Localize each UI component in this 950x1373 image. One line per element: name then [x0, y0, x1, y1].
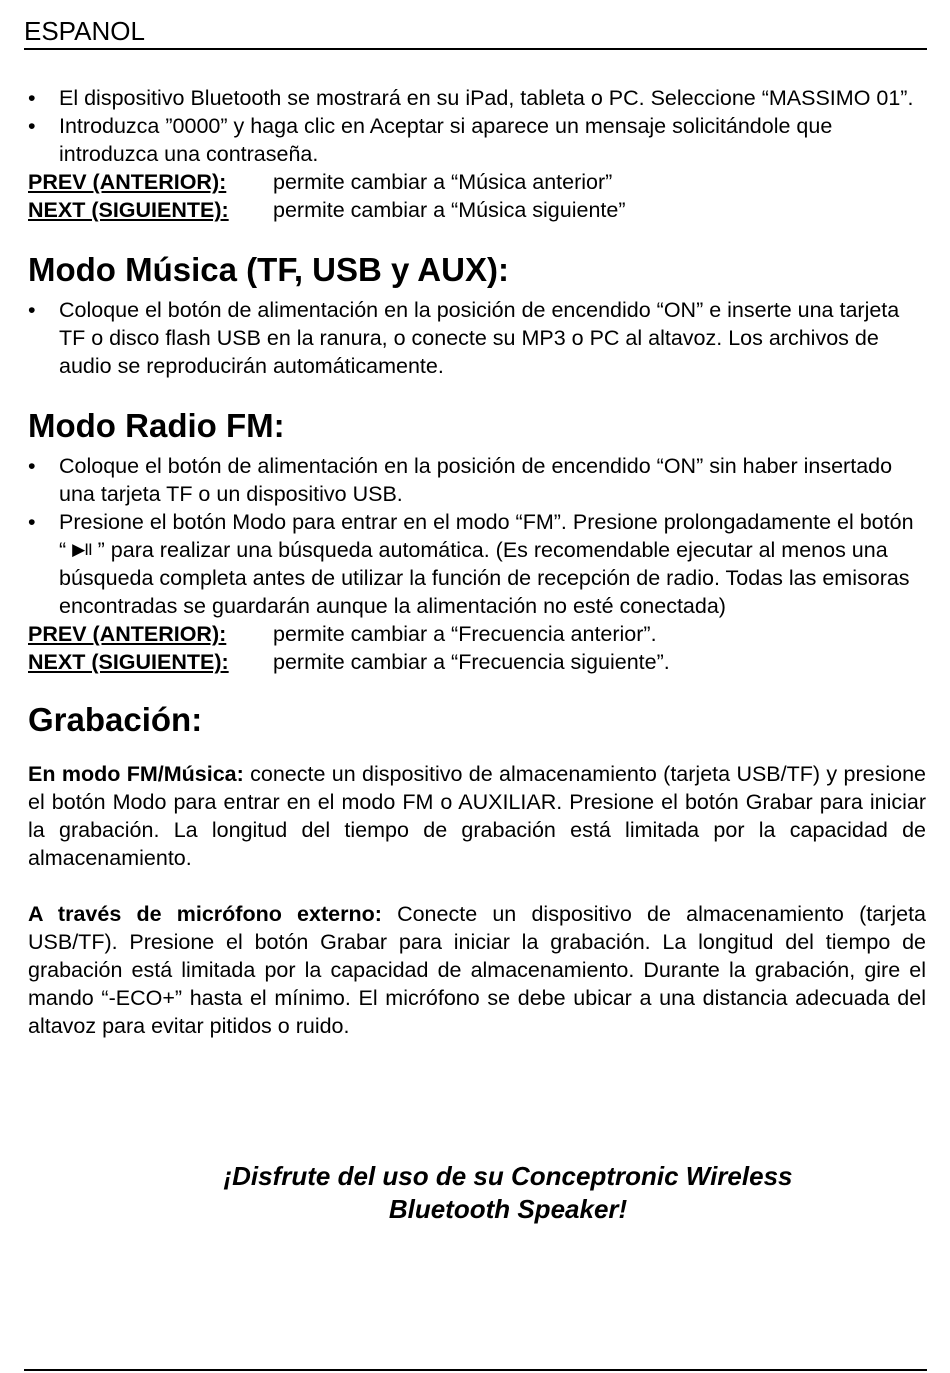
recording-fm-label: En modo FM/Música:: [28, 762, 244, 786]
prev-control-row: [28, 168, 926, 196]
next-control-row: [28, 648, 926, 676]
paragraph-spacer: [28, 872, 926, 900]
radio-mode-heading: Modo Radio FM:: [28, 407, 285, 444]
recording-fm-paragraph: [28, 760, 926, 872]
list-item: [28, 508, 926, 620]
next-label: NEXT (SIGUIENTE):: [28, 198, 229, 222]
language-label: ESPANOL: [24, 16, 145, 46]
next-description: permite cambiar a “Frecuencia siguiente”.: [273, 650, 670, 674]
closing-message: [0, 1160, 950, 1226]
page-content: [28, 84, 926, 1040]
list-item: • Coloque el botón de alimentación en la posición de encendido “ON” sin haber insertado una tarjeta TF o un dispositivo USB.: [28, 452, 926, 508]
recording-mic-label: A través de micrófono externo:: [28, 902, 382, 926]
closing-line-1: ¡Disfrute del uso de su Conceptronic Wireless: [223, 1161, 793, 1191]
recording-heading: Grabación:: [28, 701, 203, 738]
prev-control-row: [28, 620, 926, 648]
music-mode-steps: [28, 296, 926, 380]
radio-step-text-start: Presione el botón Modo para entrar en el modo “FM”. Presione prolongadamente el botón “: [59, 510, 914, 562]
radio-mode-steps: [28, 452, 926, 620]
recording-mic-paragraph: [28, 900, 926, 1040]
prev-description: permite cambiar a “Frecuencia anterior”.: [273, 622, 657, 646]
list-item: • El dispositivo Bluetooth se mostrará en su iPad, tableta o PC. Seleccione “MASSIMO 01”.: [28, 84, 926, 112]
page-header: [24, 14, 927, 50]
prev-label: PREV (ANTERIOR):: [28, 170, 227, 194]
next-label: NEXT (SIGUIENTE):: [28, 650, 229, 674]
next-description: permite cambiar a “Música siguiente”: [273, 198, 626, 222]
list-item: • Introduzca ”0000” y haga clic en Aceptar si aparece un mensaje solicitándole que introduzca una contraseña.: [28, 112, 926, 168]
footer-divider: [24, 1369, 927, 1371]
list-item: • Coloque el botón de alimentación en la posición de encendido “ON” e inserte una tarjeta TF o disco flash USB en la ranura, o conecte su MP3 o PC al altavoz. Los archivos de audio se reproducirán automáticamente.: [28, 296, 926, 380]
prev-description: permite cambiar a “Música anterior”: [273, 170, 613, 194]
next-control-row: [28, 196, 926, 224]
music-mode-heading: Modo Música (TF, USB y AUX):: [28, 251, 509, 288]
radio-step-text-end: ” para realizar una búsqueda automática. (Es recomendable ejecutar al menos una búsqueda completa antes de utilizar la función de recepción de radio. Todas las emisoras encontradas se guardarán aunque la alimentación no esté conectada): [59, 538, 910, 618]
play-pause-icon: ▶II: [72, 540, 92, 559]
closing-line-2: Bluetooth Speaker!: [388, 1194, 628, 1224]
prev-label: PREV (ANTERIOR):: [28, 622, 227, 646]
recording-fm-text: conecte un dispositivo de almacenamiento (tarjeta USB/TF) y presione el botón Modo para entrar en el modo FM o AUXILIAR. Presione el botón Grabar para iniciar la grabación. La longitud del tiempo de grabación está limitada por la capacidad de almacenamiento.: [28, 762, 926, 870]
bluetooth-steps: [28, 84, 926, 168]
recording-mic-text: Conecte un dispositivo de almacenamiento (tarjeta USB/TF). Presione el botón Grabar para iniciar la grabación. La longitud del tiempo de grabación está limitada por la capacidad de almacenamiento. Durante la grabación, gire el mando “-ECO+” hasta el mínimo. El micrófono se debe ubicar a una distancia adecuada del altavoz para evitar pitidos o ruido.: [28, 902, 926, 1038]
